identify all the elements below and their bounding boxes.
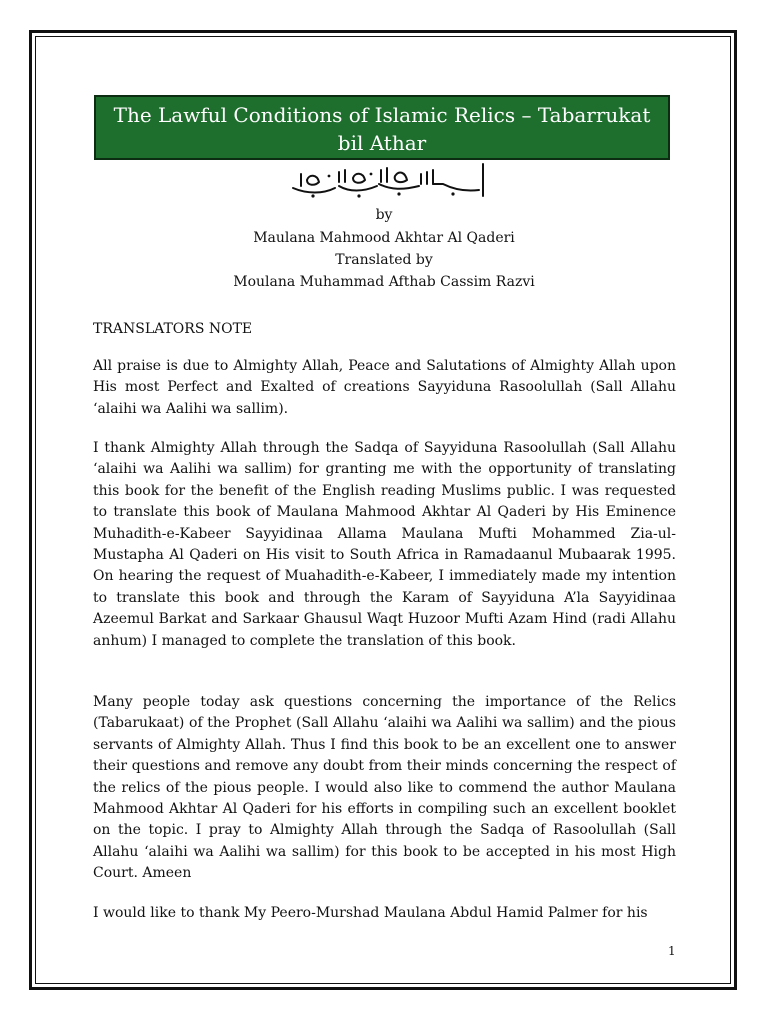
paragraph: I thank Almighty Allah through the Sadqa of Sayyiduna Rasoolullah (Sall Allahu ‘alaihi wa Aalihi wa sallim) for granting me with the opportunity of translating this book for the benefit of the English reading Muslims public. I was requested to translate this book of Maulana Mahmood Akhtar Al Qaderi by His Eminence Muhadith-e-Kabeer Sayyidinaa Allama Maulana Mufti Mohammed Zia-ul-Mustapha Al Qaderi on His visit to South Africa in Ramadaanul Mubaarak 1995. On hearing the request of Muahadith-e-Kabeer, I immediately made my intention to translate this book and through the Karam of Sayyiduna A’la Sayyidinaa Azeemul Barkat and Sarkaar Ghausul Waqt Huzoor Mufti Azam Hind (radi Allahu anhum) I managed to complete the translation of this book. — [93, 440, 676, 649]
paragraph: I would like to thank My Peero-Murshad Maulana Abdul Hamid Palmer for his — [93, 905, 648, 921]
document-title: The Lawful Conditions of Islamic Relics – Tabarrukat bil Athar — [94, 95, 670, 160]
basmala-calligraphy-icon — [283, 160, 487, 200]
section-heading: TRANSLATORS NOTE — [93, 321, 253, 337]
translator-name: Moulana Muhammad Afthab Cassim Razvi — [233, 274, 535, 290]
page-number: 1 — [668, 944, 676, 958]
paragraph: Many people today ask questions concerning the importance of the Relics (Tabarukaat) of the Prophet (Sall Allahu ‘alaihi wa Aalihi wa sallim) and the pious servants of Almighty Allah. Thus I find this book to be an excellent one to answer their questions and remove any doubt from their minds concerning the respect of the relics of the pious people. I would also like to commend the author Maulana Mahmood Akhtar Al Qaderi for his efforts in compiling such an excellent booklet on the topic. I pray to Almighty Allah through the Sadqa of Rasoolullah (Sall Allahu ‘alaihi wa Aalihi wa sallim) for this book to be accepted in his most High Court. Ameen — [93, 694, 676, 882]
author-name: Maulana Mahmood Akhtar Al Qaderi — [253, 230, 515, 246]
paragraph: All praise is due to Almighty Allah, Peace and Salutations of Almighty Allah upon His most Perfect and Exalted of creations Sayyiduna Rasoolullah (Sall Allahu ‘alaihi wa Aalihi wa sallim). — [93, 358, 676, 417]
by-line: by — [375, 207, 393, 223]
translated-by-line: Translated by — [335, 252, 433, 268]
